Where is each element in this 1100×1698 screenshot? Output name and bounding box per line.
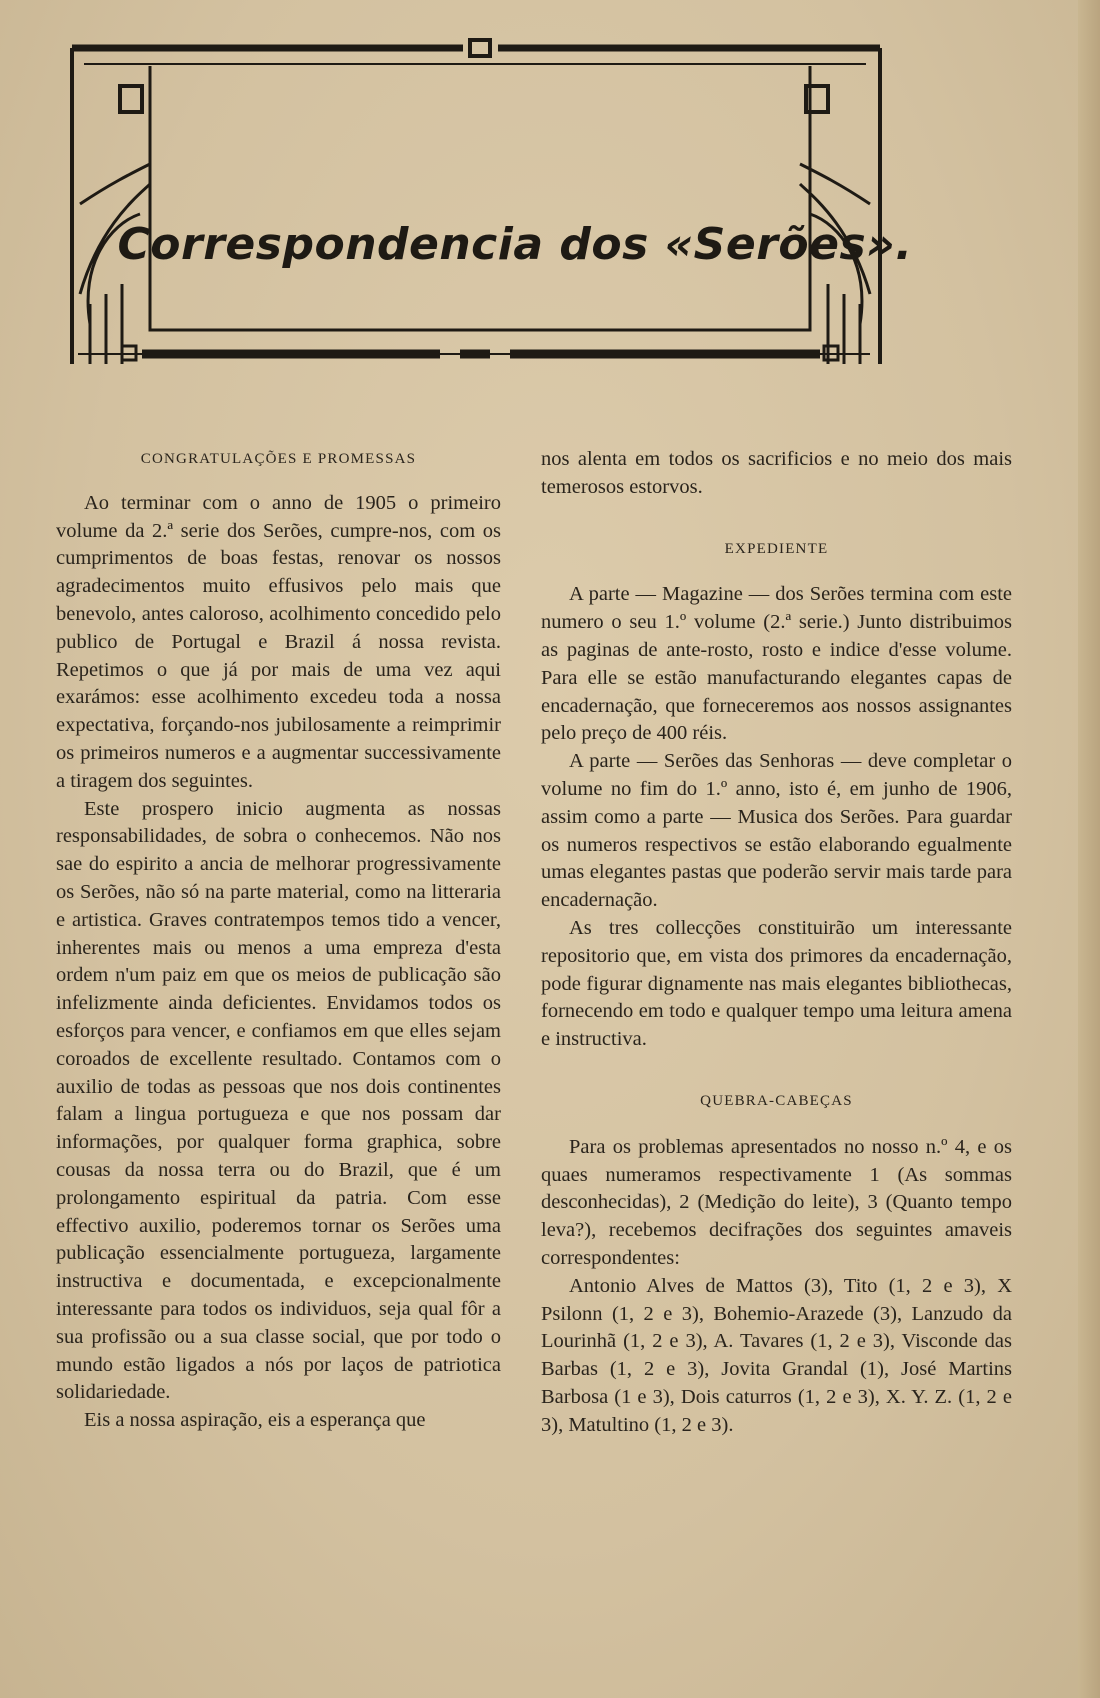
paragraph: Antonio Alves de Mattos (3), Tito (1, 2 e 3), X Psilonn (1, 2 e 3), Bohemio-Arazede (3), Lanzudo da Lourinhã (1, 2 e 3), A. Tavares (1, 2 e 3), Visconde das Barbas (1, 2 e 3), Jovita Grandal (1), José Martins Barbosa (1 e 3), Dois caturros (1, 2 e 3), X. Y. Z. (1, 2 e 3), Matultino (1, 2 e 3). [541, 1274, 1012, 1436]
right-column [541, 446, 1012, 1440]
paragraph: Este prospero inicio augmenta as nossas responsabilidades, de sobra o conhecemos. Não nos sae do espirito a ancia de melhorar progressivamente os Serões, não só na parte material, como na litteraria e artistica. Graves contratempos temos tido a vencer, inherentes mais ou menos a uma empreza d'esta ordem n'um paiz em que os meios de publicação são infelizmente ainda deficientes. Envidamos todos os esforços para vencer, e confiamos em que elles sejam coroados de excellente resultado. Contamos com o auxilio de todas as pessoas que nos dois continentes falam a lingua portugueza e que nos possam dar informações, por qualquer forma graphica, sobre cousas da nossa terra ou do Brazil, que é um prolongamento espiritual da patria. Com esse effectivo auxilio, poderemos tornar os Serões uma publicação essencialmente portugueza, largamente instructiva e documentada, e excepcionalmente interessante para todos os individuos, seja qual fôr a sua profissão ou a sua classe social, que por todo o mundo estão ligados a nós por laços de patriotica solidariedade. [56, 797, 501, 1404]
section-title-expediente: EXPEDIENTE [724, 540, 829, 557]
left-column [56, 446, 501, 1435]
paragraph: A parte — Serões das Senhoras — deve completar o volume no fim do 1.º anno, isto é, em junho de 1906, assim como a parte — Musica dos Serões. Para guardar os numeros respectivos se estão elaborando egualmente umas elegantes pastas que poderão servir mais tarde para encadernação. [541, 750, 1012, 912]
ornamental-border-icon [70, 34, 960, 394]
section-title-quebra-cabecas: QUEBRA-CABEÇAS [700, 1092, 853, 1109]
paragraph-continuation: nos alenta em todos os sacrificios e no meio dos mais temerosos estorvos. [541, 448, 1012, 498]
paragraph: As tres collecções constituirão um interessante repositorio que, em vista dos primores da encadernação, pode figurar dignamente nas mais elegantes bibliothecas, fornecendo em todo e qualquer tempo uma leitura amena e instructiva. [541, 916, 1012, 1051]
paragraph: A parte — Magazine — dos Serões termina com este numero o seu 1.º volume (2.ª serie.) Junto distribuimos as paginas de ante-rosto, rosto e indice d'esse volume. Para elle se estão manufacturando elegantes capas de encadernação, que forneceremos aos nossos assignantes pelo preço de 400 réis. [541, 583, 1012, 745]
paragraph: Para os problemas apresentados no nosso n.º 4, e os quaes numeramos respectivamente 1 (As sommas desconhecidas), 2 (Medição do leite), 3 (Quanto tempo leva?), recebemos decifrações dos seguintes amaveis correspondentes: [541, 1135, 1012, 1269]
page-edge [1078, 0, 1100, 1698]
page-title: Correspondencia dos «Serões». [117, 219, 913, 270]
header-ornament-frame [70, 34, 960, 394]
section-title-congratulacoes: CONGRATULAÇÕES E PROMESSAS [140, 451, 417, 467]
paragraph: Ao terminar com o anno de 1905 o primeiro volume da 2.ª serie dos Serões, cumpre-nos, com os cumprimentos de boas festas, renovar os nossos agradecimentos muito effusivos pelo mais que benevolo, antes caloroso, acolhimento concedido pelo publico de Portugal e Brazil á nossa revista. Repetimos o que já por mais de uma vez aqui exarámos: esse acolhimento excedeu toda a nossa expectativa, forçando-nos jubilosamente a reimprimir os primeiros numeros e a augmentar successivamente a tiragem dos seguintes. [56, 491, 501, 792]
paragraph: Eis a nossa aspiração, eis a esperança que [84, 1409, 426, 1432]
